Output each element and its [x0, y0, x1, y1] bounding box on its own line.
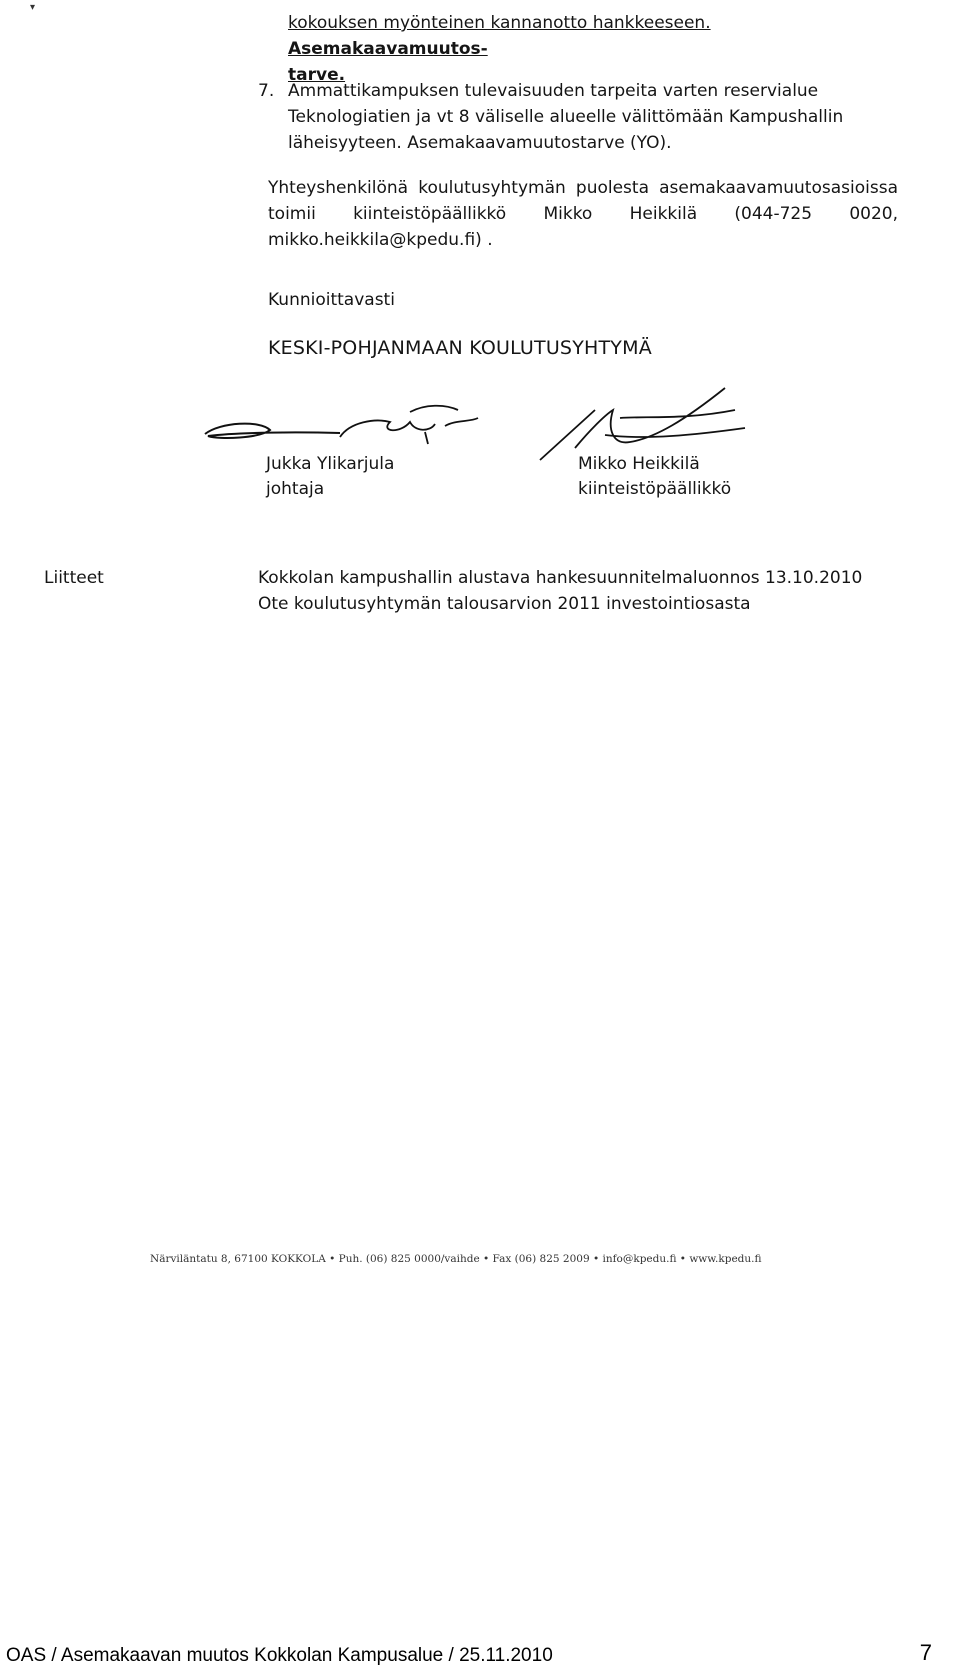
attachment-item: Ote koulutusyhtymän talousarvion 2011 investointiosasta — [258, 594, 751, 614]
organization-name: KESKI-POHJANMAAN KOULUTUSYHTYMÄ — [268, 337, 652, 359]
intro-paragraph — [288, 10, 888, 88]
signatory-1-name: Jukka Ylikarjula — [266, 454, 395, 474]
intro-line1-bold: Asemakaavamuutos- — [288, 39, 488, 59]
list-item-number: 7. — [258, 81, 275, 101]
closing-regards: Kunnioittavasti — [268, 290, 395, 310]
page-number: 7 — [919, 1640, 932, 1665]
signatory-1-title: johtaja — [266, 479, 325, 499]
signatory-2-name: Mikko Heikkilä — [578, 454, 700, 474]
contact-paragraph: Yhteyshenkilönä koulutusyhtymän puolesta asemakaavamuutosasioissa toimii kiinteistöpäällikkö Mikko Heikkilä (044-725 0020, mikko.heikkila@kpedu.fi) . — [268, 178, 898, 250]
document-footer: OAS / Asemakaavan muutos Kokkolan Kampusalue / 25.11.2010 — [6, 1645, 553, 1666]
intro-line1-plain: kokouksen myönteinen kannanotto hankkeeseen. — [288, 13, 711, 33]
attachment-item: Kokkolan kampushallin alustava hankesuunnitelmaluonnos 13.10.2010 — [258, 568, 863, 588]
scan-mark: ▾ — [30, 2, 36, 13]
signatory-2-title: kiinteistöpäällikkö — [578, 479, 732, 499]
list-item-text: Ammattikampuksen tulevaisuuden tarpeita varten reservialue Teknologiatien ja vt 8 väliselle alueelle välittömään Kampushallin läheisyyteen. Asemakaavamuutostarve (YO). — [288, 81, 844, 153]
attachments-label: Liitteet — [44, 568, 104, 588]
intro-line2: tarve. — [288, 65, 346, 85]
letterhead-footer: Närviläntatu 8, 67100 KOKKOLA • Puh. (06) 825 0000/vaihde • Fax (06) 825 2009 • info@kpedu.fi • www.kpedu.fi — [150, 1253, 762, 1265]
